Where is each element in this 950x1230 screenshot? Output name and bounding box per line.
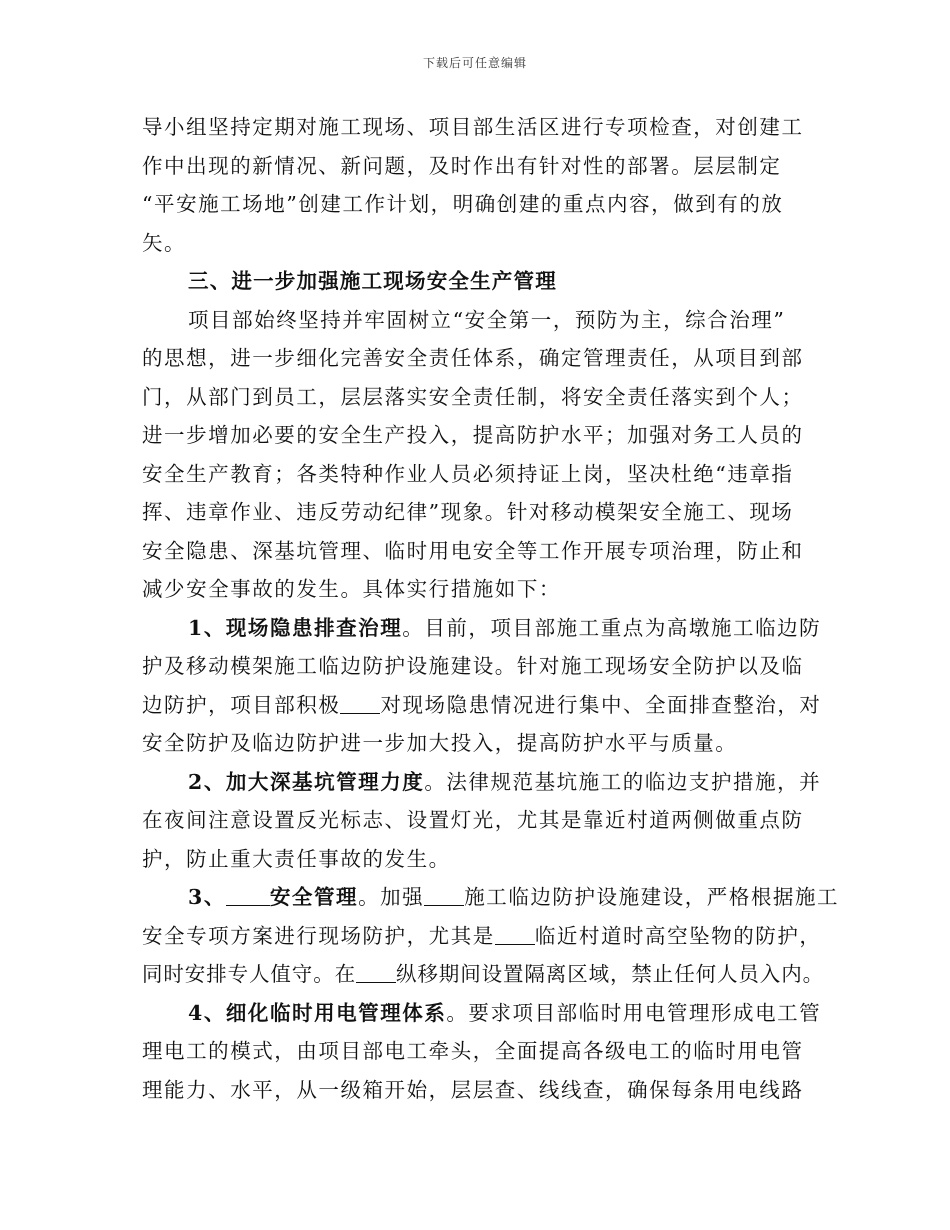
- blank-underline: [495, 922, 535, 945]
- paragraph-line: 安全防护及临边防护进一步加大投入，提高防护水平与质量。: [142, 731, 738, 755]
- item-text: 临近村道时高空坠物的防护，: [534, 923, 822, 948]
- paragraph-line: 进一步增加必要的安全生产投入，提高防护水平；加强对务工人员的: [142, 423, 804, 447]
- document-body: [142, 108, 840, 1109]
- paragraph-line: 护及移动模架施工临边防护设施建设。针对施工现场安全防护以及临: [142, 654, 804, 678]
- page-header-note: 下载后可任意编辑: [422, 56, 527, 70]
- paragraph-line: “平安施工场地”创建工作计划，明确创建的重点内容，做到有的放: [142, 192, 784, 216]
- paragraph-line: 门，从部门到员工，层层落实安全责任制，将安全责任落实到个人；: [142, 384, 804, 409]
- paragraph-line: 安全生产教育；各类特种作业人员必须持证上岗，坚决杜绝“违章指: [142, 461, 794, 486]
- paragraph-line: 护，防止重大责任事故的发生。: [142, 846, 451, 871]
- item-text: 。目前，项目部施工重点为高墩施工临边防: [402, 615, 822, 640]
- paragraph-line: 安全隐患、深基坑管理、临时用电安全等工作开展专项治理，防止和: [142, 538, 804, 563]
- item-title: 安全管理: [269, 885, 359, 909]
- item-title: 1、现场隐患排查治理: [188, 615, 403, 640]
- item-title: 4、细化临时用电管理体系: [188, 1000, 447, 1025]
- item-text: 同时安排专人值守。在: [142, 962, 356, 986]
- paragraph-line: 作中出现的新情况、新问题，及时作出有针对性的部署。层层制定: [142, 153, 782, 178]
- blank-underline: [424, 883, 464, 906]
- paragraph-line: 理电工的模式，由项目部电工牵头，全面提高各级电工的临时用电管: [142, 1039, 804, 1063]
- blank-underline: [340, 691, 380, 714]
- paragraph-line: 项目部始终坚持并牢固树立“安全第一，预防为主，综合治理”: [188, 307, 786, 332]
- paragraph-line: [142, 686, 822, 725]
- list-item: [142, 878, 840, 917]
- item-text: 。加强: [358, 885, 425, 909]
- paragraph-line: 挥、违章作业、违反劳动纪律”现象。针对移动模架安全施工、现场: [142, 500, 794, 524]
- paragraph-line: 矢。: [142, 230, 187, 255]
- blank-underline: [356, 960, 396, 983]
- item-text: 施工临边防护设施建设，严格根据施工: [464, 885, 840, 909]
- paragraph-line: 的思想，进一步细化完善安全责任体系，确定管理责任，从项目到部: [142, 346, 804, 370]
- paragraph-line: 理能力、水平，从一级箱开始，层层查、线线查，确保每条用电线路: [142, 1077, 804, 1102]
- item-number: 3、: [188, 885, 226, 909]
- item-text: 安全专项方案进行现场防护，尤其是: [142, 923, 495, 948]
- item-title: 2、加大深基坑管理力度: [188, 769, 425, 794]
- list-item: [142, 994, 822, 1033]
- paragraph-line: 减少安全事故的发生。具体实行措施如下：: [142, 577, 561, 601]
- item-text: 。要求项目部临时用电管理形成电工管: [446, 1000, 822, 1025]
- paragraph-line: 导小组坚持定期对施工现场、项目部生活区进行专项检查，对创建工: [142, 115, 804, 139]
- item-text: 纵移期间设置隔离区域，禁止任何人员入内。: [396, 962, 824, 986]
- paragraph-line: 在夜间注意设置反光标志、设置灯光，尤其是靠近村道两侧做重点防: [142, 808, 804, 832]
- list-item: [142, 763, 822, 802]
- item-text: 对现场隐患情况进行集中、全面排查整治，对: [380, 692, 822, 717]
- list-item: [142, 609, 822, 648]
- section-heading: 三、进一步加强施工现场安全生产管理: [188, 269, 557, 293]
- item-text: 。法律规范基坑施工的临边支护措施，并: [424, 769, 822, 794]
- blank-underline: [226, 883, 270, 906]
- item-text: 边防护，项目部积极: [142, 692, 341, 717]
- paragraph-line: [142, 917, 822, 956]
- paragraph-line: [142, 955, 824, 994]
